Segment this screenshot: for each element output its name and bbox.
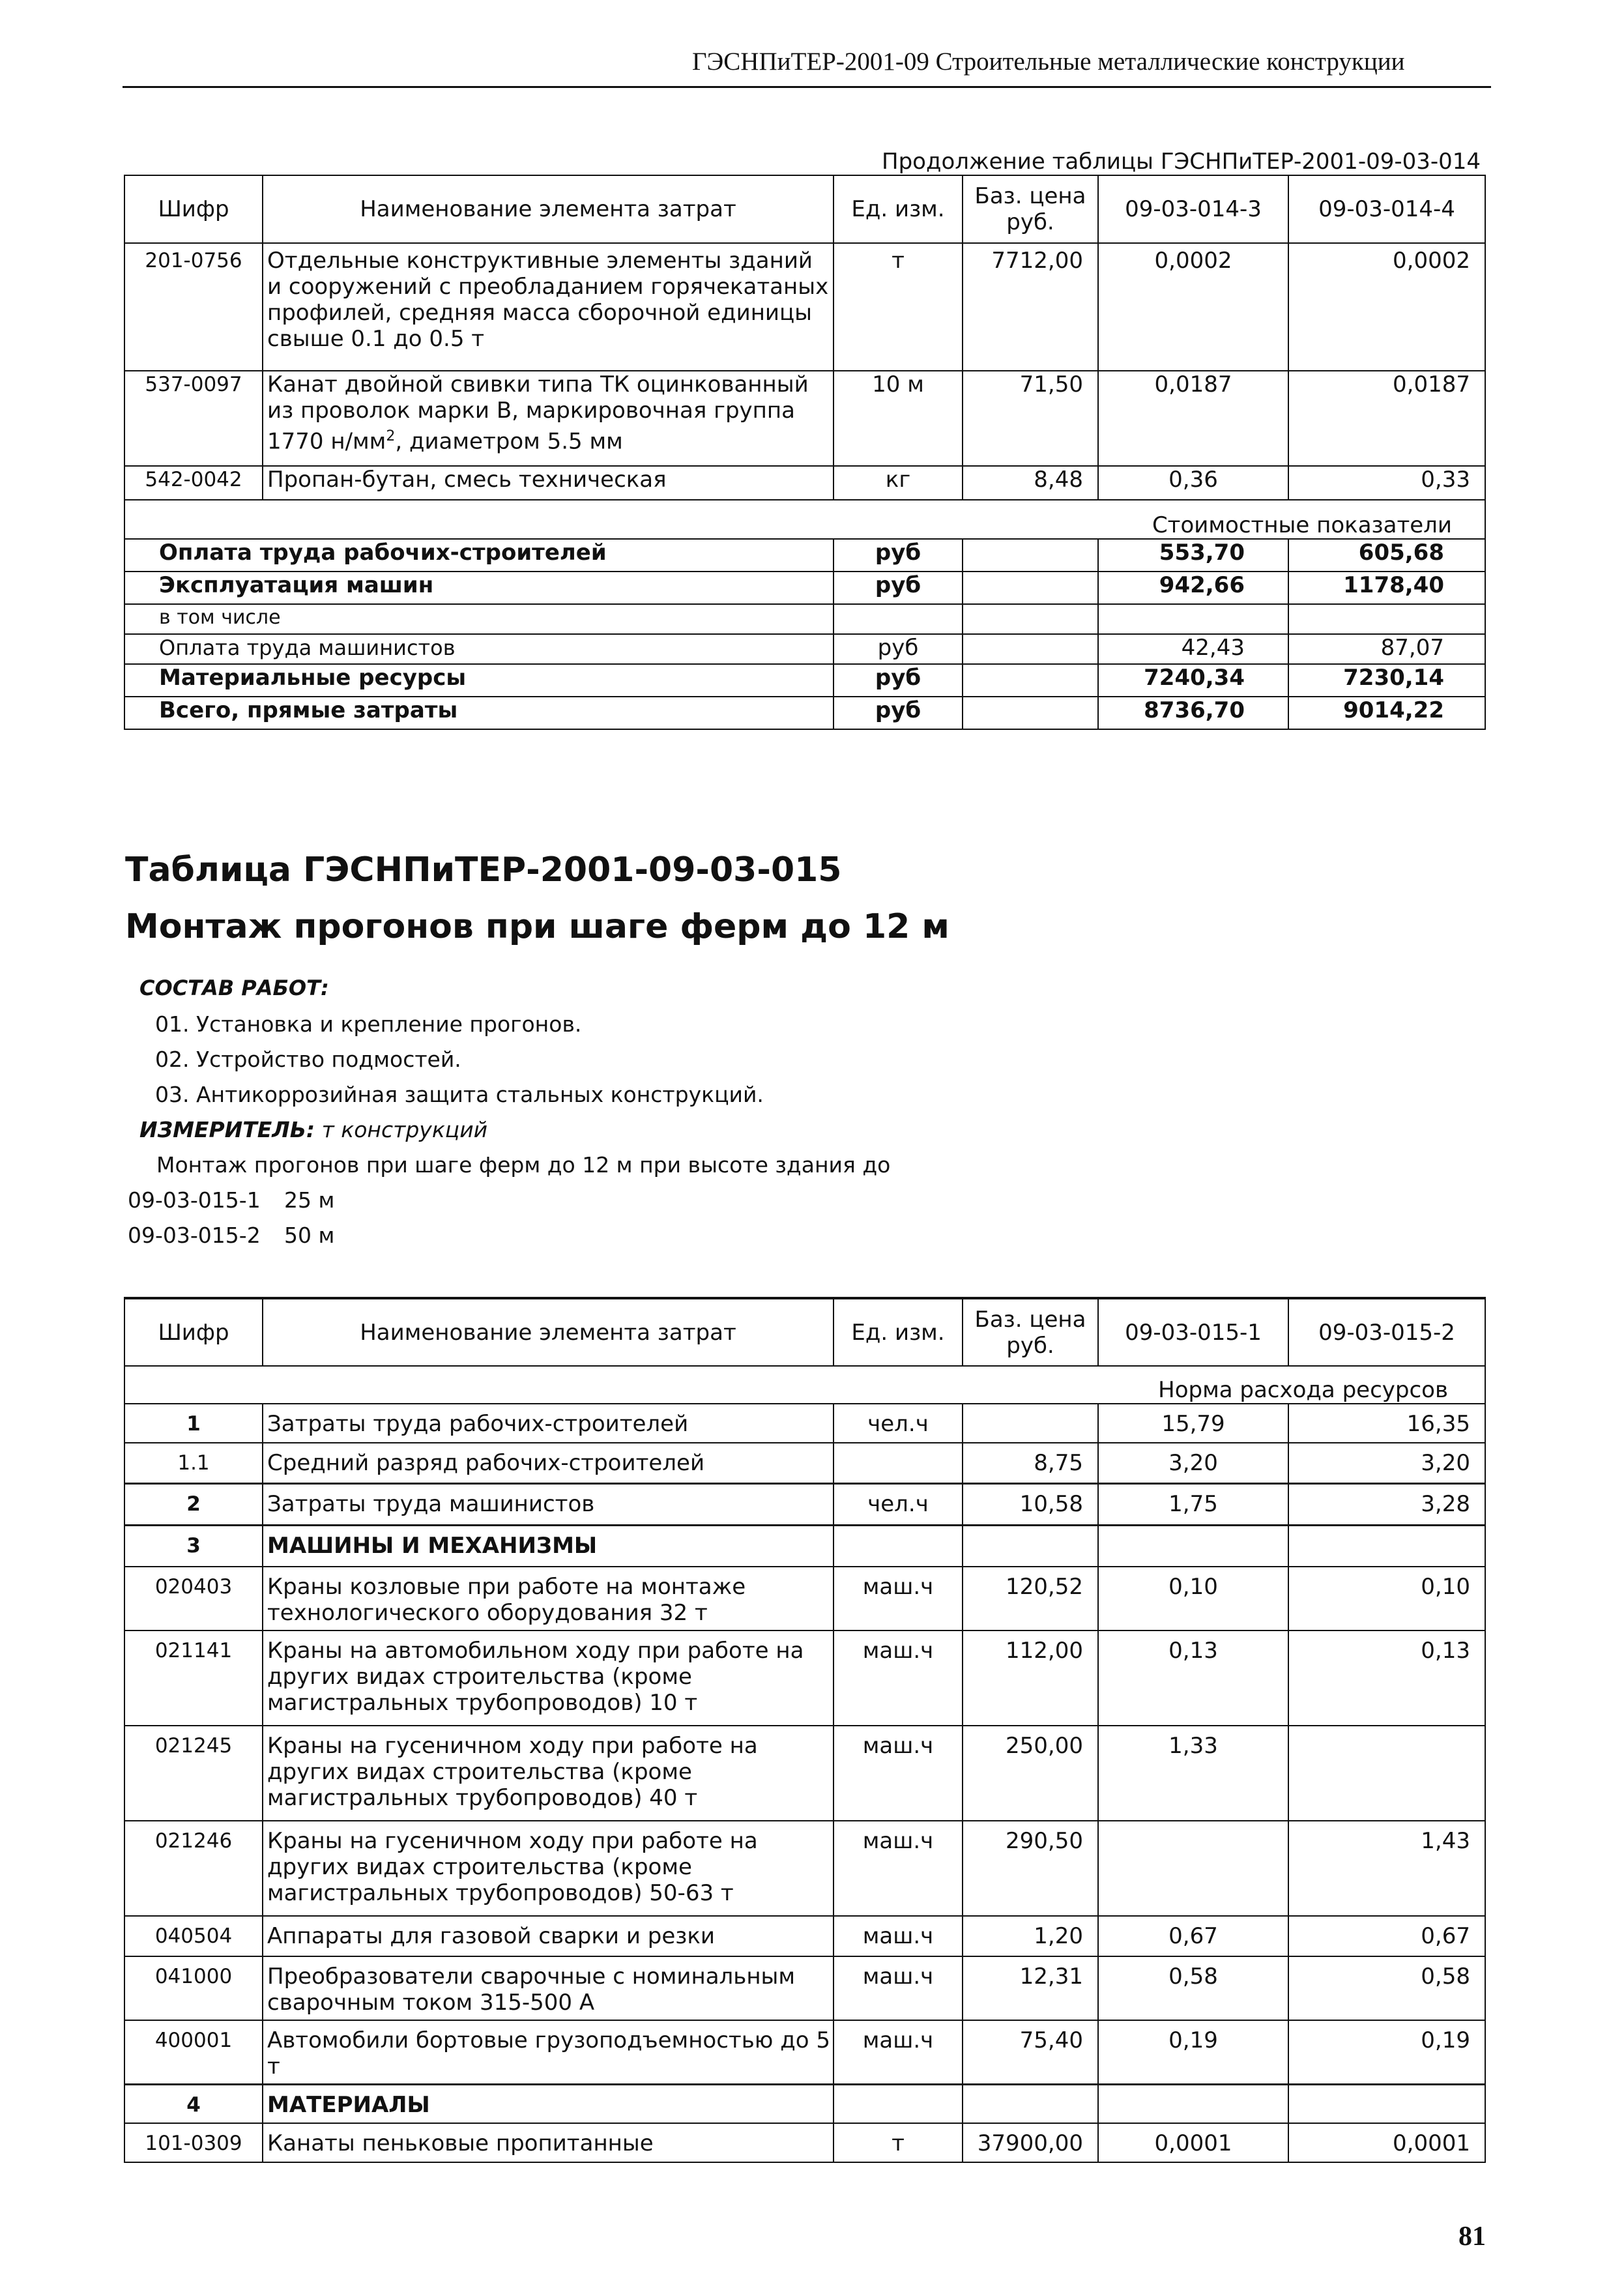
table-row: 542-0042 Пропан-бутан, смесь техническая кг 8,48 0,36 0,33 <box>124 466 1485 500</box>
col-header-name: Наименование элемента затрат <box>263 175 834 243</box>
table-row: 040504 Аппараты для газовой сварки и резки маш.ч 1,20 0,67 0,67 <box>124 1916 1485 1956</box>
composition-label: СОСТАВ РАБОТ: <box>139 976 329 1000</box>
col-header-price: Баз. цена руб. <box>963 1298 1098 1366</box>
table-row: 021246 Краны на гусеничном ходу при работе на других видах строительства (кроме магистральных трубопроводов) 50-63 т маш.ч 290,50 1,43 <box>124 1821 1485 1916</box>
rope-description: Канат двойной свивки типа ТК оцинкованный из проволок марки В, маркировочная группа 1770 $н/мм^2$, диаметром 5.5 мм <box>263 371 834 466</box>
table-row: 2 Затраты труда машинистов чел.ч 10,58 1,75 3,28 <box>124 1483 1485 1525</box>
page-number: 81 <box>1458 2222 1486 2252</box>
table-continuation-label: Продолжение таблицы ГЭСНПиТЕР-2001-09-03-014 <box>882 149 1481 175</box>
table-row: 041000 Преобразователи сварочные с номинальным сварочным током 315-500 А маш.ч 12,31 0,58 0,58 <box>124 1956 1485 2020</box>
work-item: 03. Антикоррозийная защита стальных конструкций. <box>155 1082 764 1107</box>
variant-code: 09-03-015-1 <box>128 1187 261 1213</box>
cost-row: Оплата труда машинистов руб 42,43 87,07 <box>124 634 1485 664</box>
col-header-code: Шифр <box>124 1298 263 1366</box>
table-row: 537-0097 Канат двойной свивки типа ТК оцинкованный из проволок марки В, маркировочная группа 1770 $н/мм^2$, диаметром 5.5 мм 10 м 71,50 0,0187 0,0187 <box>124 371 1485 466</box>
table-row: 020403 Краны козловые при работе на монтаже технологического оборудования 32 т маш.ч 120,52 0,10 0,10 <box>124 1567 1485 1631</box>
cost-row: Материальные ресурсы руб 7240,34 7230,14 <box>124 664 1485 697</box>
table-row: 201-0756 Отдельные конструктивные элементы зданий и сооружений с преобладанием горячекатаных профилей, средняя масса сборочной единицы свыше 0.1 до 0.5 т т 7712,00 0,0002 0,0002 <box>124 243 1485 371</box>
col-header-variant-2: 09-03-015-2 <box>1288 1298 1485 1366</box>
running-header: ГЭСНПиТЕР-2001-09 Строительные металлические конструкции <box>692 48 1405 76</box>
col-header-code: Шифр <box>124 175 263 243</box>
table-row: 4 МАТЕРИАЛЫ <box>124 2084 1485 2123</box>
cost-row: Всего, прямые затраты руб 8736,70 9014,22 <box>124 697 1485 729</box>
work-description: Монтаж прогонов при шаге ферм до 12 м при высоте здания до <box>156 1152 891 1178</box>
variant-value: 25 м <box>284 1187 335 1213</box>
col-header-name: Наименование элемента затрат <box>263 1298 834 1366</box>
table-row: 021245 Краны на гусеничном ходу при работе на других видах строительства (кроме магистральных трубопроводов) 40 т маш.ч 250,00 1,33 <box>124 1726 1485 1821</box>
table-title: Таблица ГЭСНПиТЕР-2001-09-03-015 <box>125 850 842 890</box>
table-row: 3 МАШИНЫ И МЕХАНИЗМЫ <box>124 1525 1485 1567</box>
col-header-price: Баз. цена руб. <box>963 175 1098 243</box>
table-row: 101-0309 Канаты пеньковые пропитанные т 37900,00 0,0001 0,0001 <box>124 2123 1485 2162</box>
norm-header: Норма расхода ресурсов <box>124 1366 1485 1404</box>
work-item: 02. Устройство подмостей. <box>155 1047 461 1072</box>
cost-row: Эксплуатация машин руб 942,66 1178,40 <box>124 572 1485 604</box>
table-row: 400001 Автомобили бортовые грузоподъемностью до 5 т маш.ч 75,40 0,19 0,19 <box>124 2020 1485 2084</box>
cost-row: Оплата труда рабочих-строителей руб 553,70 605,68 <box>124 539 1485 572</box>
resource-table-015 <box>124 1297 1486 2163</box>
work-item: 01. Установка и крепление прогонов. <box>155 1011 582 1037</box>
variant-value: 50 м <box>284 1223 335 1248</box>
variant-code: 09-03-015-2 <box>128 1223 261 1248</box>
resource-table-014 <box>124 175 1486 730</box>
col-header-variant-2: 09-03-014-4 <box>1288 175 1485 243</box>
col-header-variant-1: 09-03-014-3 <box>1098 175 1288 243</box>
table-row: 1 Затраты труда рабочих-строителей чел.ч 15,79 16,35 <box>124 1404 1485 1443</box>
meter-value: т конструкций <box>321 1117 488 1142</box>
cost-indicators-header: Стоимостные показатели <box>124 500 1485 539</box>
table-subtitle: Монтаж прогонов при шаге ферм до 12 м <box>125 907 950 946</box>
col-header-unit: Ед. изм. <box>834 1298 963 1366</box>
col-header-unit: Ед. изм. <box>834 175 963 243</box>
col-header-variant-1: 09-03-015-1 <box>1098 1298 1288 1366</box>
meter-line <box>139 1117 487 1142</box>
table-row: 021141 Краны на автомобильном ходу при работе на других видах строительства (кроме магистральных трубопроводов) 10 т маш.ч 112,00 0,13 0,13 <box>124 1631 1485 1726</box>
cost-row: в том числе <box>124 604 1485 634</box>
table-row: 1.1 Средний разряд рабочих-строителей 8,75 3,20 3,20 <box>124 1443 1485 1483</box>
header-rule <box>123 86 1491 88</box>
meter-label: ИЗМЕРИТЕЛЬ: <box>139 1117 315 1142</box>
